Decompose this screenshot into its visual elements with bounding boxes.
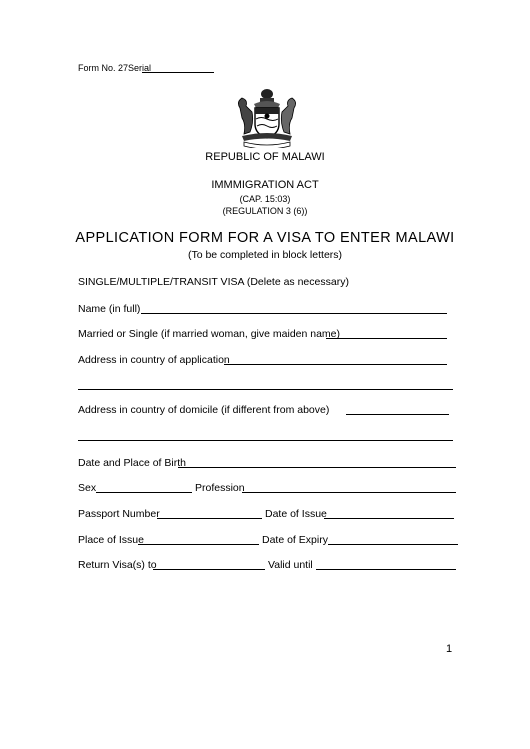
regulation-reference: (REGULATION 3 (6)) — [222, 206, 308, 216]
name-field[interactable] — [141, 313, 447, 314]
form-subtitle: (To be completed in block letters) — [187, 249, 343, 261]
address-application-label: Address in country of application — [78, 354, 230, 366]
address-domicile-field[interactable] — [346, 414, 449, 415]
address-domicile-label: Address in country of domicile (if different from above) — [78, 404, 330, 416]
place-of-issue-label: Place of Issue — [78, 534, 144, 546]
marital-status-label: Married or Single (if married woman, give maiden name) — [78, 328, 341, 340]
marital-status-field[interactable] — [326, 338, 447, 339]
serial-field[interactable] — [142, 72, 214, 73]
sex-label: Sex — [78, 482, 97, 494]
passport-number-field[interactable] — [157, 518, 262, 519]
visa-type-label: SINGLE/MULTIPLE/TRANSIT VISA (Delete as necessary) — [78, 276, 349, 288]
date-of-issue-label: Date of Issue — [265, 508, 327, 520]
date-of-expiry-label: Date of Expiry — [262, 534, 328, 546]
cap-reference: (CAP. 15:03) — [239, 194, 291, 204]
birth-label: Date and Place of Birth — [78, 457, 186, 469]
return-visa-field[interactable] — [153, 569, 265, 570]
address-application-field[interactable] — [224, 364, 447, 365]
address-application-field-line-2[interactable] — [78, 389, 453, 390]
date-of-expiry-field[interactable] — [328, 544, 458, 545]
address-domicile-field-line-2[interactable] — [78, 440, 453, 441]
valid-until-field[interactable] — [316, 569, 456, 570]
act-heading: IMMMIGRATION ACT — [211, 179, 319, 191]
coat-of-arms-emblem — [234, 86, 300, 148]
return-visa-label: Return Visa(s) to — [78, 559, 157, 571]
profession-label: Profession — [195, 482, 245, 494]
name-label: Name (in full) — [78, 303, 141, 315]
date-of-issue-field[interactable] — [324, 518, 454, 519]
sex-field[interactable] — [96, 492, 192, 493]
page-number: 1 — [446, 643, 453, 655]
place-of-issue-field[interactable] — [138, 544, 259, 545]
country-heading: REPUBLIC OF MALAWI — [205, 151, 325, 163]
form-title: APPLICATION FORM FOR A VISA TO ENTER MALAWI — [75, 230, 455, 246]
birth-field[interactable] — [178, 467, 456, 468]
profession-field[interactable] — [242, 492, 456, 493]
passport-number-label: Passport Number — [78, 508, 160, 520]
form-number-label: Form No. 27Serial — [78, 63, 152, 73]
valid-until-label: Valid until — [268, 559, 313, 571]
